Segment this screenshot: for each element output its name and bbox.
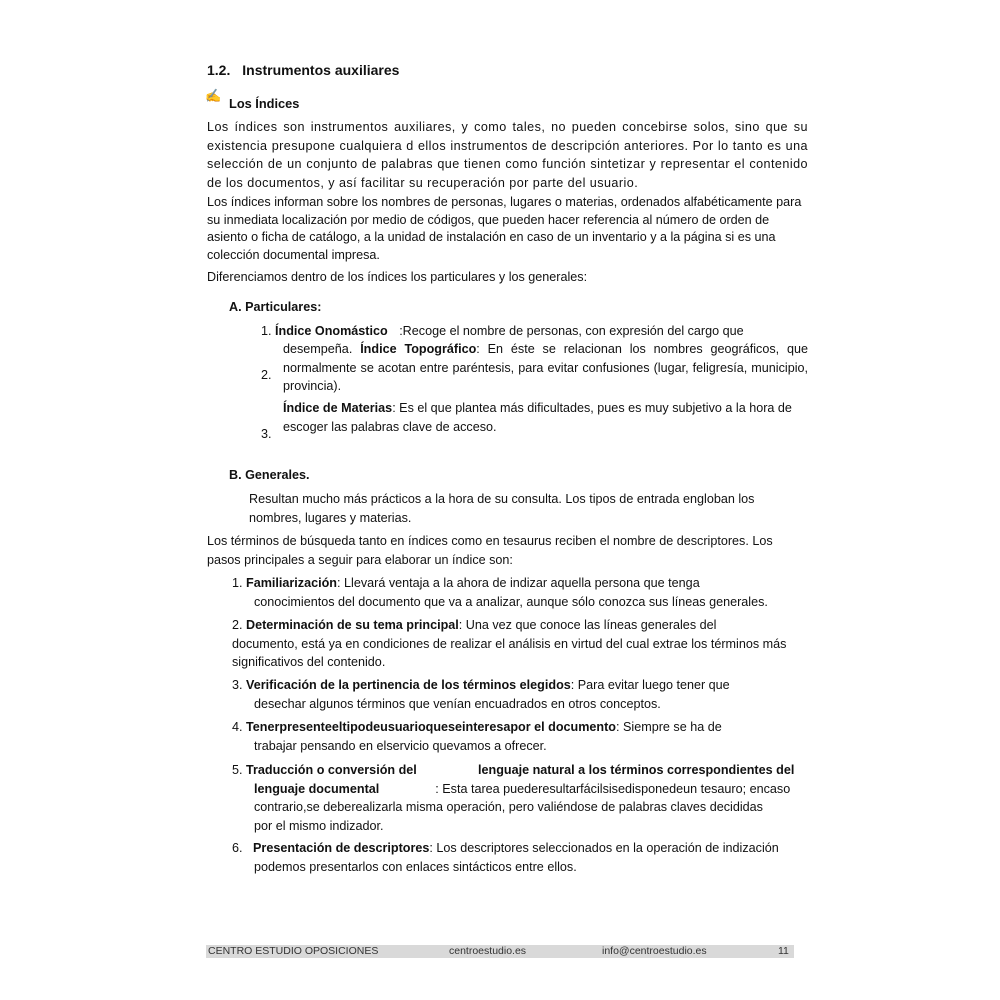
step-number: 4. [232, 720, 243, 734]
step-item [232, 839, 812, 876]
list-number: 3. [261, 427, 272, 441]
step-text-continued: podemos presentarlos con enlaces sintácticos entre ellos. [254, 859, 577, 874]
term-description: : Es el que plantea más dificultades, pues es muy subjetivo a la hora de escoger las palabras clave de acceso. [283, 401, 792, 434]
section-title: Instrumentos auxiliares [242, 62, 400, 78]
onomastico-continuation: desempeña. [283, 342, 361, 356]
page-number: 11 [778, 945, 789, 957]
footer-organization: CENTRO ESTUDIO OPOSICIONES [208, 945, 379, 957]
section-heading [207, 62, 399, 78]
step-text-continued: desechar algunos términos que venían encuadrados en otros conceptos. [254, 696, 661, 711]
step-text: : Llevará ventaja a la ahora de indizar aquella persona que tenga [337, 576, 700, 590]
list-number: 1. [261, 324, 272, 338]
step-item [232, 718, 812, 755]
list-number: 2. [261, 368, 272, 382]
section-a-title: A. Particulares: [229, 300, 322, 314]
step-text-continued: documento, está ya en condiciones de realizar el análisis en virtud del cual extrae los términos más significativos del contenido. [232, 636, 787, 669]
term-description: : En éste se relacionan los nombres geográficos, que normalmente se acotan entre paréntesis, para evitar confusiones (lugar, feligresía, municipio, provincia). [283, 342, 808, 393]
step-text-continued: por el mismo indizador. [254, 818, 384, 833]
step-number: 6. [232, 841, 243, 855]
footer-email: info@centroestudio.es [602, 945, 707, 957]
step-text: : Siempre se ha de [616, 720, 722, 734]
step-text: : Esta tarea puederesultarfácilsisedisponedeun tesauro; encaso [435, 781, 791, 796]
step-text: : Los descriptores seleccionados en la operación de indización [429, 841, 779, 855]
step-term-continued: lenguaje natural a los términos correspondientes del [478, 763, 795, 777]
step-number: 1. [232, 576, 243, 590]
step-term: Determinación de su tema principal [246, 618, 459, 632]
term-description: :Recoge el nombre de personas, con expresión del cargo que [399, 324, 744, 338]
paragraph-diferenciamos: Diferenciamos dentro de los índices los particulares y los generales: [207, 270, 588, 284]
step-term: Traducción o conversión del [246, 763, 417, 777]
writing-hand-icon: ✍ [205, 88, 222, 103]
step-term: Presentación de descriptores [253, 841, 430, 855]
section-number: 1.2. [207, 62, 231, 78]
step-text: : Para evitar luego tener que [570, 678, 730, 692]
step-term: Familiarización [246, 576, 338, 590]
step-item [232, 616, 812, 672]
page-footer [206, 945, 794, 958]
step-text-continued: contrario,se deberealizarla misma operación, pero valiéndose de palabras claves decididas [254, 800, 763, 814]
list-item-topografico [283, 340, 808, 396]
term-label: Índice Onomástico [275, 324, 388, 338]
subsection-title: Los Índices [229, 96, 300, 111]
term-label: Índice Topográfico [360, 342, 477, 356]
step-term-end: lenguaje documental [254, 781, 380, 796]
step-number: 2. [232, 618, 243, 632]
step-term: Verificación de la pertinencia de los términos elegidos [246, 678, 571, 692]
step-item [232, 676, 812, 713]
step-term: Tenerpresenteeltipodeusuarioqueseinteresapor el documento [246, 720, 616, 734]
term-label: Índice de Materias [283, 401, 393, 415]
paragraph-intro: Los índices son instrumentos auxiliares, y como tales, no pueden concebirse solos, sino que su existencia presupone cualquiera d ellos instrumentos de descripción anteriores. Por lo tanto es una selección de un conjunto de palabras que tienen como función sintetizar y representar el contenido de los documentos, y así facilitar su recuperación por parte del usuario. [207, 120, 808, 190]
section-b-title: B. Generales. [229, 468, 310, 482]
step-text-continued: trabajar pensando en elservicio quevamos a ofrecer. [254, 738, 547, 753]
step-item [232, 574, 812, 611]
paragraph-informan: Los índices informan sobre los nombres de personas, lugares o materias, ordenados alfabéticamente para su inmediata localización por medio de códigos, que pueden hacer referencia al número de orden de asiento o ficha de catálogo, a la unidad de instalación en caso de un inventario y a la página si es una colección documental impresa. [207, 195, 802, 262]
list-item-materias [283, 399, 808, 436]
step-item [232, 761, 812, 835]
step-number: 3. [232, 678, 243, 692]
step-text: : Una vez que conoce las líneas generales del [458, 618, 717, 632]
footer-website: centroestudio.es [449, 945, 527, 957]
step-text-continued: conocimientos del documento que va a analizar, aunque sólo conozca sus líneas generales. [254, 594, 768, 609]
list-item-onomastico [261, 322, 744, 341]
paragraph-descriptores: Los términos de búsqueda tanto en índices como en tesaurus reciben el nombre de descriptores. Los pasos principales a seguir para elaborar un índice son: [207, 534, 773, 567]
section-b-text: Resultan mucho más prácticos a la hora de su consulta. Los tipos de entrada engloban los nombres, lugares y materias. [249, 492, 755, 525]
step-number: 5. [232, 763, 243, 777]
